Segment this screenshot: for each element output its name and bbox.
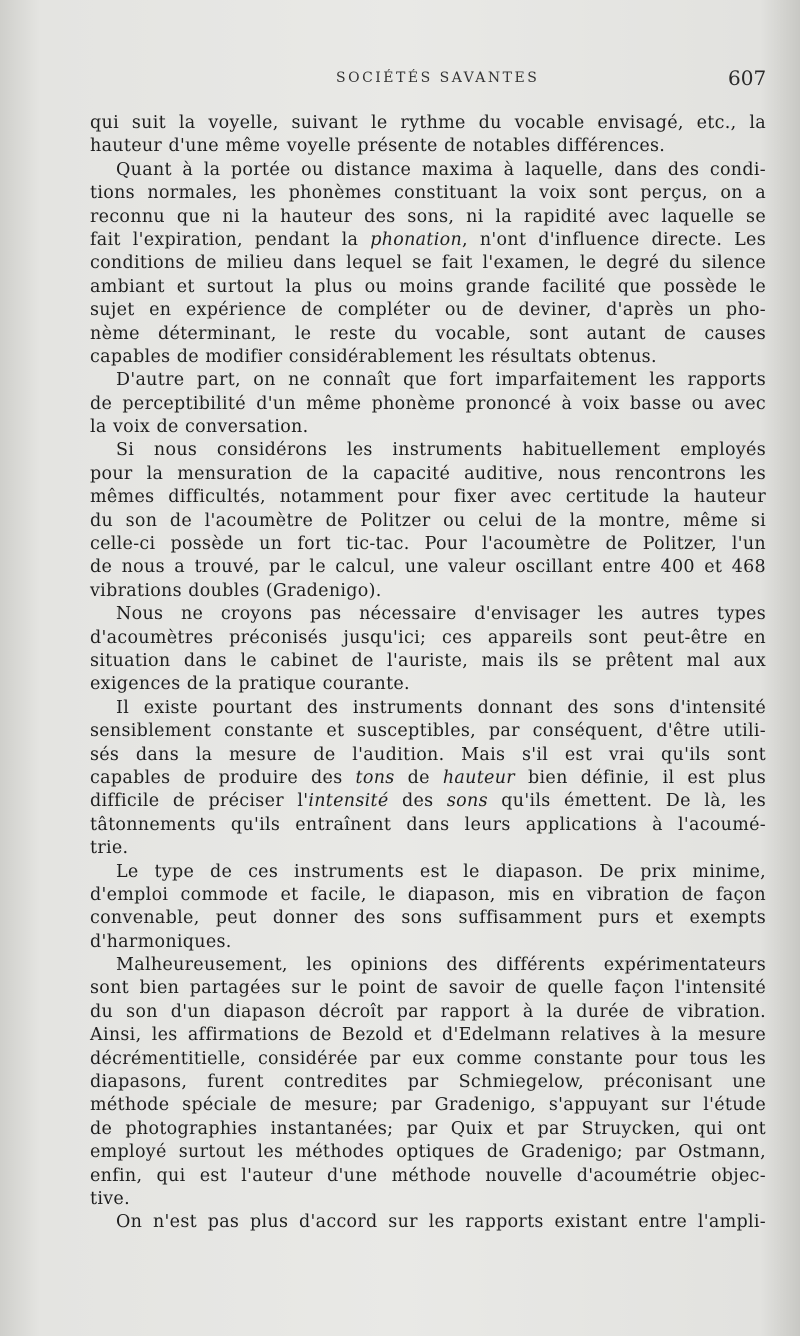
- italic-term: tons: [355, 767, 395, 788]
- text-line: [90, 135, 766, 158]
- line-text: mêmes difficultés, notamment pour fixer avec certitude la hauteur: [90, 487, 766, 508]
- text-line: [90, 907, 766, 930]
- text-line: [90, 720, 766, 743]
- line-text: la voix de conversation.: [90, 417, 309, 438]
- text-line: [90, 1188, 766, 1211]
- text-line: [90, 1165, 766, 1188]
- line-text: de nous a trouvé, par le calcul, une valeur oscillant entre 400 et 468: [90, 557, 766, 578]
- text-line: [90, 486, 766, 509]
- line-text: d'harmoniques.: [90, 931, 232, 952]
- text-line: [90, 393, 766, 416]
- text-line: [90, 299, 766, 322]
- text-line: [90, 861, 766, 884]
- text-line: [90, 1094, 766, 1117]
- line-text: reconnu que ni la hauteur des sons, ni la rapidité avec laquelle se: [90, 206, 766, 227]
- line-text: difficile de préciser l': [90, 791, 309, 812]
- page-number: 607: [728, 66, 767, 90]
- text-line: [90, 369, 766, 392]
- line-text: d'acoumètres préconisés jusqu'ici; ces appareils sont peut-être en: [90, 627, 766, 648]
- text-line: [90, 1118, 766, 1141]
- line-text: conditions de milieu dans lequel se fait l'examen, le degré du silence: [90, 253, 766, 274]
- line-text: nème déterminant, le reste du vocable, sont autant de causes: [90, 323, 766, 344]
- text-line: [90, 697, 766, 720]
- running-head: [0, 66, 800, 94]
- line-text: Si nous considérons les instruments habituellement employés: [116, 440, 766, 461]
- line-text: situation dans le cabinet de l'auriste, mais ils se prêtent mal aux: [90, 650, 766, 671]
- text-line: [90, 206, 766, 229]
- text-line: [90, 627, 766, 650]
- line-text: capables de modifier considérablement les résultats obtenus.: [90, 346, 657, 367]
- text-line: [90, 650, 766, 673]
- line-text: de perceptibilité d'un même phonème prononcé à voix basse ou avec: [90, 393, 766, 414]
- text-line: [90, 416, 766, 439]
- text-line: [90, 182, 766, 205]
- line-text: convenable, peut donner des sons suffisamment purs et exempts: [90, 908, 766, 929]
- line-text: sujet en expérience de compléter ou de deviner, d'après un pho-: [90, 300, 766, 321]
- line-text: Il existe pourtant des instruments donnant des sons d'intensité: [116, 697, 766, 718]
- text-line: [90, 837, 766, 860]
- italic-term: intensité: [308, 791, 389, 812]
- text-line: [90, 814, 766, 837]
- text-line: [90, 603, 766, 626]
- line-text: employé surtout les méthodes optiques de Gradenigo; par Ostmann,: [90, 1142, 766, 1163]
- line-text: de: [394, 767, 443, 788]
- text-line: [90, 744, 766, 767]
- line-text: qu'ils émettent. De là, les: [487, 791, 766, 812]
- text-line: [90, 1048, 766, 1071]
- line-text: On n'est pas plus d'accord sur les rapports existant entre l'ampli-: [116, 1212, 766, 1233]
- text-line: [90, 790, 766, 813]
- text-line: [90, 1001, 766, 1024]
- text-line: [90, 884, 766, 907]
- text-line: [90, 580, 766, 603]
- line-text: D'autre part, on ne connaît que fort imparfaitement les rapports: [116, 370, 766, 391]
- text-line: [90, 1071, 766, 1094]
- italic-term: hauteur: [442, 767, 515, 788]
- text-line: [90, 977, 766, 1000]
- line-text: exigences de la pratique courante.: [90, 674, 410, 695]
- line-text: trie.: [90, 838, 129, 859]
- running-title: SOCIÉTÉS SAVANTES: [336, 70, 540, 86]
- line-text: tive.: [90, 1188, 130, 1209]
- text-line: [90, 276, 766, 299]
- line-text: qui suit la voyelle, suivant le rythme du vocable envisagé, etc., la: [90, 113, 766, 133]
- line-text: du son de l'acoumètre de Politzer ou celui de la montre, même si: [90, 510, 766, 531]
- text-line: [90, 439, 766, 462]
- line-text: sont bien partagées sur le point de savoir de quelle façon l'intensité: [90, 978, 766, 999]
- text-line: [90, 346, 766, 369]
- line-text: d'emploi commode et facile, le diapason, mis en vibration de façon: [90, 884, 766, 905]
- line-text: Le type de ces instruments est le diapason. De prix minime,: [116, 861, 766, 882]
- line-text: Ainsi, les affirmations de Bezold et d'Edelmann relatives à la mesure: [90, 1025, 766, 1046]
- text-line: [90, 556, 766, 579]
- line-text: sensiblement constante et susceptibles, par conséquent, d'être utili-: [90, 721, 766, 742]
- italic-term: sons: [446, 791, 488, 812]
- body-text: [90, 112, 766, 1235]
- text-line: [90, 1024, 766, 1047]
- line-text: hauteur d'une même voyelle présente de notables différences.: [90, 136, 666, 157]
- text-line: [90, 323, 766, 346]
- line-text: du son d'un diapason décroît par rapport à la durée de vibration.: [90, 1001, 766, 1022]
- line-text: , n'ont d'influence directe. Les: [462, 229, 766, 250]
- text-line: [90, 673, 766, 696]
- text-line: [90, 1141, 766, 1164]
- line-text: ambiant et surtout la plus ou moins grande facilité que possède le: [90, 276, 766, 297]
- text-line: [90, 954, 766, 977]
- text-line: [90, 252, 766, 275]
- text-line: [90, 767, 766, 790]
- line-text: diapasons, furent contredites par Schmiegelow, préconisant une: [90, 1072, 766, 1093]
- line-text: sés dans la mesure de l'audition. Mais s'il est vrai qu'ils sont: [90, 744, 766, 765]
- line-text: tâtonnements qu'ils entraînent dans leurs applications à l'acoumé-: [90, 814, 766, 835]
- line-text: de photographies instantanées; par Quix et par Struycken, qui ont: [90, 1118, 766, 1139]
- text-line: [90, 159, 766, 182]
- line-text: fait l'expiration, pendant la: [90, 229, 371, 250]
- line-text: tions normales, les phonèmes constituant la voix sont perçus, on a: [90, 183, 766, 204]
- text-line: [90, 931, 766, 954]
- italic-term: phonation: [370, 229, 463, 250]
- line-text: capables de produire des: [90, 767, 356, 788]
- line-text: celle-ci possède un fort tic-tac. Pour l'acoumètre de Politzer, l'un: [90, 534, 766, 555]
- text-line: [90, 533, 766, 556]
- text-line: [90, 510, 766, 533]
- text-line: [90, 112, 766, 135]
- line-text: des: [388, 791, 447, 812]
- line-text: enfin, qui est l'auteur d'une méthode nouvelle d'acoumétrie objec-: [90, 1165, 766, 1186]
- line-text: méthode spéciale de mesure; par Gradenigo, s'appuyant sur l'étude: [90, 1095, 766, 1116]
- line-text: vibrations doubles (Gradenigo).: [90, 580, 382, 601]
- line-text: Quant à la portée ou distance maxima à laquelle, dans des condi-: [116, 159, 766, 180]
- line-text: bien définie, il est plus: [514, 767, 766, 788]
- line-text: Nous ne croyons pas nécessaire d'envisager les autres types: [116, 604, 766, 625]
- text-line: [90, 463, 766, 486]
- text-line: [90, 229, 766, 252]
- text-line: [90, 1211, 766, 1234]
- line-text: Malheureusement, les opinions des différents expérimentateurs: [116, 955, 766, 976]
- line-text: décrémentitielle, considérée par eux comme constante pour tous les: [90, 1048, 766, 1069]
- line-text: pour la mensuration de la capacité auditive, nous rencontrons les: [90, 463, 766, 484]
